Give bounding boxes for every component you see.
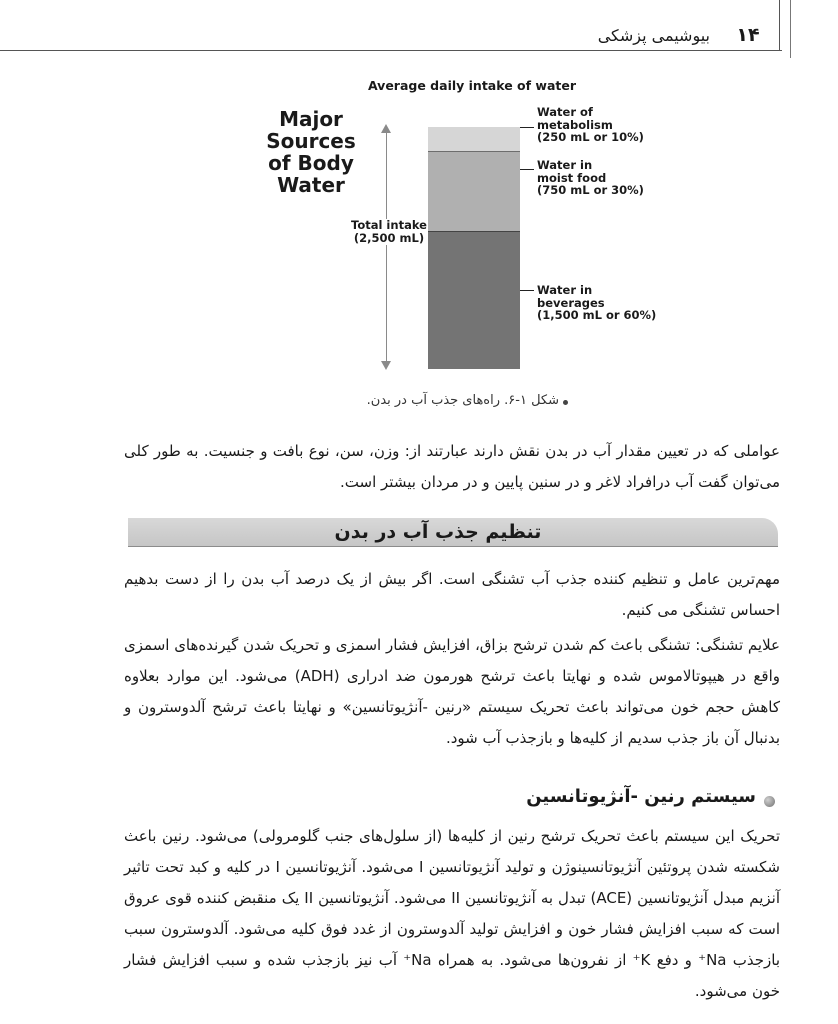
segment-label-value: (750 mL or 30%) [537, 183, 644, 197]
segment-label-line: Water of [537, 105, 593, 119]
segment-label-line: Water in [537, 283, 593, 297]
caption-bullet-icon [563, 400, 568, 405]
chart-title: Average daily intake of water [367, 78, 577, 93]
body-paragraph: عواملی که در تعیین مقدار آب در بدن نقش دارند عبارتند از: وزن، سن، نوع بافت و جنسیت. به طور کلی می‌توان گفت آب درافراد لاغر و در سنین پایین و در مردان بیشتر است. [124, 442, 780, 491]
header-corner-line [779, 0, 780, 51]
subsection-title: سیستم رنین -آنژیوتانسین [526, 786, 756, 807]
arrow-down-icon [381, 361, 391, 370]
figure-caption: شکل ۱-۶. راه‌های جذب آب در بدن. [366, 393, 559, 408]
section-banner [128, 518, 778, 547]
total-intake-line: Total intake [351, 218, 427, 232]
segment-label-line: Water in [537, 158, 593, 172]
segment-label-line: beverages [537, 295, 605, 310]
subsection-bullet-icon [764, 796, 775, 807]
body-paragraph: تحریک این سیستم باعث تحریک ترشح رنین از کلیه‌ها (از سلول‌های جنب گلومرولی) می‌شود. رنین باعث شکسته شدن پروتئین آنژیوتانسینوژن و تولید آنژیوتانسین I می‌شود. آنژیوتانسین I در کلیه و کبد تحت تاثیر آنزیم مبدل آنژیوتانسین (ACE) تبدل به آنژیوتانسین II می‌شود. آنژیوتانسین II یک منقبض کننده قوی عروق است که سبب افزایش فشار خون و افزایش تولید آلدوسترون از غدد فوق کلیه می‌شود. آلدوسترون سبب بازجذب Na⁺ و دفع K⁺ از نفرون‌ها می‌شود. به همراه Na⁺ آب نیز بازجذب شده و سبب افزایش فشار خون می‌شود. [124, 827, 781, 1000]
chart-heading-line: Water [277, 173, 345, 197]
segment-leader-line [520, 127, 534, 128]
water-intake-chart [262, 78, 682, 378]
running-header-title: بیوشیمی پزشکی [597, 26, 710, 45]
bar-segment-beverages [428, 231, 520, 369]
segment-label-value: (250 mL or 10%) [537, 130, 644, 144]
segment-label-beverages [537, 284, 687, 322]
total-arrow-shaft [386, 128, 387, 368]
segment-leader-line [520, 290, 534, 291]
segment-label-moist-food [537, 159, 687, 197]
body-paragraph: علایم تشنگی: تشنگی باعث کم شدن ترشح بزاق، افزایش فشار اسمزی و تحریک شدن گیرنده‌های اسمزی واقع در هیپوتالاموس شده و نهایتا باعث ترشح هورمون ضد ادراری (ADH) می‌شود. این موارد بعلاوه کاهش حجم خون می‌تواند باعث تحریک سیستم «رنین -آنژیوتانسین» و نهایتا باعث ترشح آلدوسترون و بدنبال آن باز جذب سدیم از کلیه‌ها و بازجذب آب شود. [124, 636, 780, 747]
chart-heading [262, 108, 360, 196]
segment-label-line: metabolism [537, 117, 613, 132]
chart-heading-line: Sources [266, 129, 356, 153]
chart-heading-line: of Body [268, 151, 354, 175]
header-rule [0, 50, 782, 51]
section-title: تنظیم جذب آب در بدن [334, 521, 542, 543]
bar-segment-metabolism [428, 127, 520, 151]
arrow-up-icon [381, 124, 391, 133]
header-corner-line-outer [790, 0, 791, 58]
total-intake-value: (2,500 mL) [353, 231, 425, 245]
segment-leader-line [520, 169, 534, 170]
bar-segment-moist-food [428, 151, 520, 231]
page-number: ۱۴ [736, 24, 760, 46]
total-intake-label [348, 219, 430, 245]
chart-heading-line: Major [279, 107, 343, 131]
body-paragraph: مهم‌ترین عامل و تنظیم کننده جذب آب تشنگی است. اگر بیش از یک درصد آب بدن را از دست بدهیم احساس تشنگی می کنیم. [124, 570, 780, 619]
segment-label-metabolism [537, 106, 687, 144]
segment-label-line: moist food [537, 170, 607, 185]
segment-label-value: (1,500 mL or 60%) [537, 308, 657, 322]
